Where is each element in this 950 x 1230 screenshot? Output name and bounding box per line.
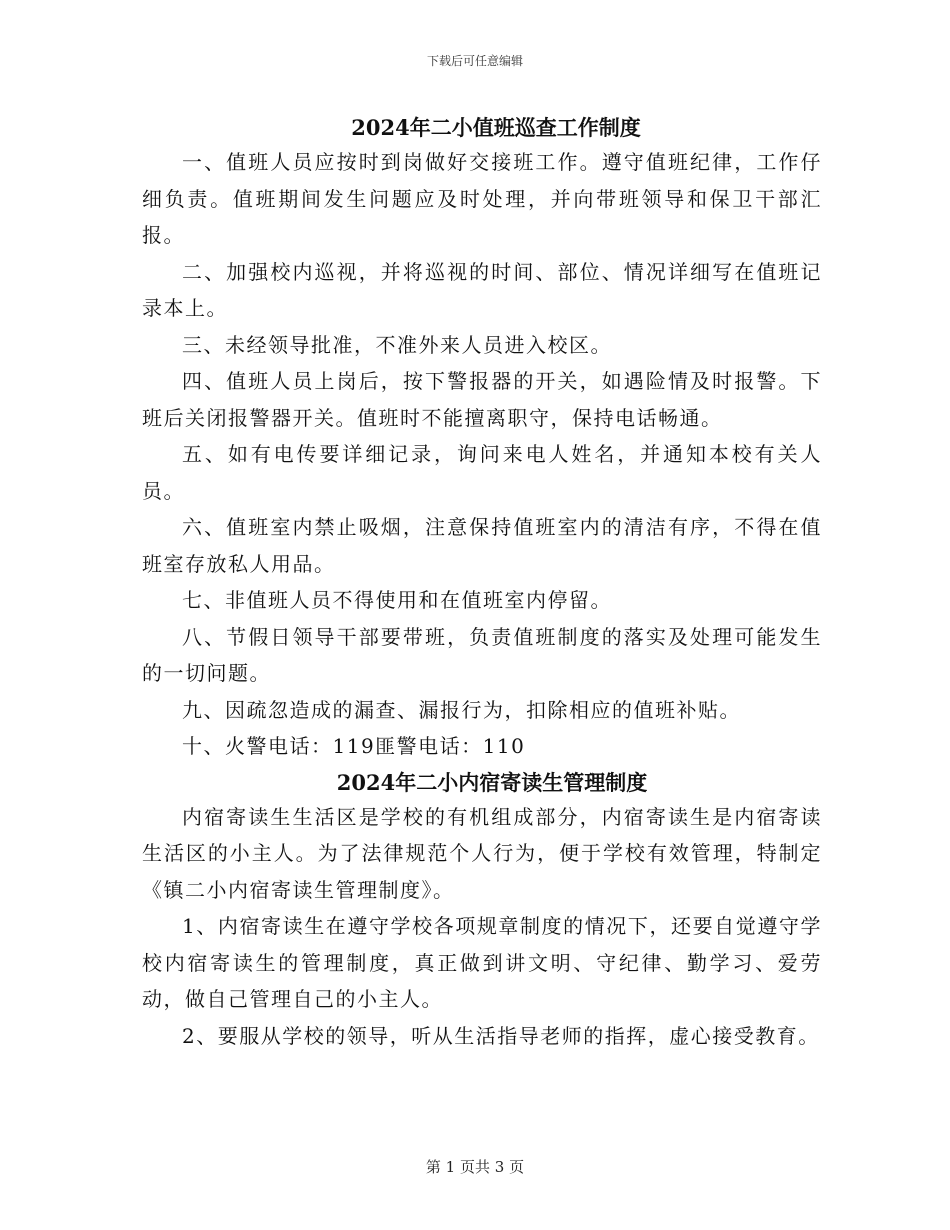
paragraph: 内宿寄读生生活区是学校的有机组成部分，内宿寄读生是内宿寄读生活区的小主人。为了法律规范个人行为，便于学校有效管理，特制定《镇二小内宿寄读生管理制度》。 xyxy=(142,804,822,902)
section-title-boarding-students: 2024年二小内宿寄读生管理制度 xyxy=(336,769,648,795)
paragraph: 五、如有电传要详细记录，询问来电人姓名，并通知本校有关人员。 xyxy=(142,442,822,503)
paragraph: 1、内宿寄读生在遵守学校各项规章制度的情况下，还要自觉遵守学校内宿寄读生的管理制度，真正做到讲文明、守纪律、勤学习、爱劳动，做自己管理自己的小主人。 xyxy=(142,914,822,1011)
paragraph: 十、火警电话：119匪警电话：110 xyxy=(182,734,526,758)
paragraph: 八、节假日领导干部要带班，负责值班制度的落实及处理可能发生的一切问题。 xyxy=(142,624,822,685)
page-number-footer: 第 1 页共 3 页 xyxy=(425,1158,525,1176)
section-title-duty-patrol: 2024年二小值班巡查工作制度 xyxy=(351,115,641,140)
paragraph: 七、非值班人员不得使用和在值班室内停留。 xyxy=(182,588,612,612)
paragraph: 三、未经领导批准，不准外来人员进入校区。 xyxy=(182,332,612,357)
paragraph: 六、值班室内禁止吸烟，注意保持值班室内的清洁有序，不得在值班室存放私人用品。 xyxy=(142,515,822,576)
paragraph: 四、值班人员上岗后，按下警报器的开关，如遇险情及时报警。下班后关闭报警器开关。值班时不能擅离职守，保持电话畅通。 xyxy=(142,369,822,430)
document-body xyxy=(142,112,822,1054)
page-header: 下载后可任意编辑 xyxy=(426,54,523,68)
paragraph: 2、要服从学校的领导，听从生活指导老师的指挥，虚心接受教育。 xyxy=(182,1023,820,1048)
paragraph: 二、加强校内巡视，并将巡视的时间、部位、情况详细写在值班记录本上。 xyxy=(142,259,822,320)
paragraph: 九、因疏忽造成的漏查、漏报行为，扣除相应的值班补贴。 xyxy=(182,697,741,722)
paragraph: 一、值班人员应按时到岗做好交接班工作。遵守值班纪律，工作仔细负责。值班期间发生问题应及时处理，并向带班领导和保卫干部汇报。 xyxy=(142,150,822,247)
